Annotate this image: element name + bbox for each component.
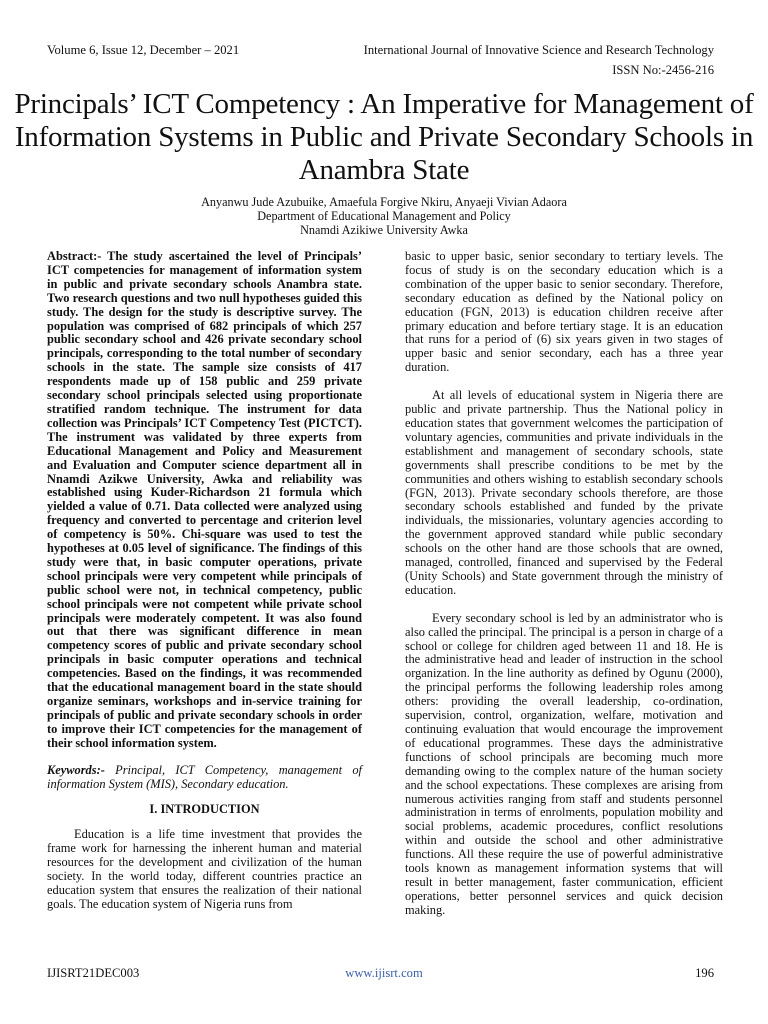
keywords [47,764,362,792]
department: Department of Educational Management and Policy [257,209,511,223]
right-column [405,250,723,918]
keywords-text: Principal, ICT Competency, management of information System (MIS), Secondary education. [47,762,362,791]
section-heading-introduction: I. INTRODUCTION [149,802,260,817]
abstract-text: The study ascertained the level of Principals’ ICT competencies for management of information system in public and private secondary schools Anambra state. Two research questions and two null hypotheses guided this study. The design for the study is descriptive survey. The population was comprised of 682 principals of which 257 public secondary school and 426 private secondary school principals, corresponding to the total number of secondary schools in the state. The sample size consists of 417 respondents made up of 158 public and 259 private secondary school principals selected using proportionate stratified random technique. The instrument for data collection was Principals’ ICT Competency Test (PICTCT). The instrument was validated by three experts from Educational Management and Policy and Measurement and Evaluation and Computer science department all in Nnamdi Azikwe University, Awka and reliability was established using Kuder-Richardson 21 formula which yielded a value of 0.71. Data collected were analyzed using frequency and converted to percentage and criterion level of competency is 50%. Chi-square was used to test the hypotheses at 0.05 level of significance. The findings of this study were that, in basic computer operations, private school principals were very competent while principals of public school were not, in technical competency, public school principals were not competent while private school principals were moderately competent. It was also found out that there was significant difference in mean competency scores of public and private secondary school principals in basic computer operations and technical competencies. Based on the findings, it was recommended that the educational management board in the state should organize seminars, workshops and in-service training for principals of public and private secondary schools in order to improve their ICT competencies for the management of their school information system. [47,249,362,750]
paper-id: IJISRT21DEC003 [47,966,140,980]
website-link[interactable]: www.ijisrt.com [345,966,423,980]
intro-paragraph-4: Every secondary school is led by an administrator who is also called the principal. The principal is a person in charge of a school or college for children aged between 11 and 18. He is the administrative head and leader of instruction in the school organization. In the line authority as defined by Ogunu (2000), the principal performs the following leadership roles among others: providing the overall leadership, co-ordination, supervision, control, organization, welfare, motivation and continuing evaluation that would encourage the improvement of educational programmes. These days the administrative functions of school principals are becoming much more demanding owing to the complex nature of the human society and the school expectations. These complexes are arising from numerous activities ranging from staff and students personnel administration in terms of enrolments, population mobility and social problems, academic procedures, conflict resolutions within and outside the school and other administrative functions. All these require the use of powerful administrative tools known as management information systems that will result in better management, faster communication, efficient operations, better personnel services and quick decision making. [405,610,723,917]
issn: ISSN No:-2456-216 [612,63,714,77]
intro-paragraph-1: Education is a life time investment that provides the frame work for harnessing the inherent human and material resources for the development and civilization of the human society. In the world today, different countries practice an education system that ensures the realization of their national goals. The education system of Nigeria runs from [47,827,362,911]
journal-name: International Journal of Innovative Science and Research Technology [363,43,714,57]
page-number: 196 [695,966,714,980]
abstract [47,250,362,751]
abstract-label: Abstract:- [47,249,102,263]
volume-issue: Volume 6, Issue 12, December – 2021 [47,43,240,57]
paper-title: Principals’ ICT Competency : An Imperative for Management of Information Systems in Public and Private Secondary Schools in Anambra State [14,88,754,186]
keywords-label: Keywords:- [47,762,105,777]
university: Nnamdi Azikiwe University Awka [300,223,468,237]
intro-paragraph-2: basic to upper basic, senior secondary to tertiary levels. The focus of study is on the secondary education which is a combination of the upper basic to senior secondary. Therefore, secondary education as defined by the National policy on education (FGN, 2013) is education children receive after primary education and before tertiary stage. It is an education that runs for a period of (6) six years given in two stages of upper basic and senior secondary, each has a three year duration. [405,249,723,375]
authors: Anyanwu Jude Azubuike, Amaefula Forgive Nkiru, Anyaeji Vivian Adaora [201,195,567,209]
left-column [47,250,362,912]
intro-paragraph-3: At all levels of educational system in Nigeria there are public and private partnership. Thus the National policy in education states that government welcomes the participation of voluntary agencies, communities and private individuals in the establishment and management of secondary schools, state governments shall prescribe conditions to be met by the communities and others wishing to establish secondary schools (FGN, 2013). Private secondary schools therefore, are those secondary schools established and funded by the private individuals, the missionaries, voluntary agencies according to the government approved standard while public secondary schools on the other hand are those schools that are owned, managed, controlled, financed and supervised by the Federal (Unity Schools) and State government through the ministry of education. [405,388,723,597]
